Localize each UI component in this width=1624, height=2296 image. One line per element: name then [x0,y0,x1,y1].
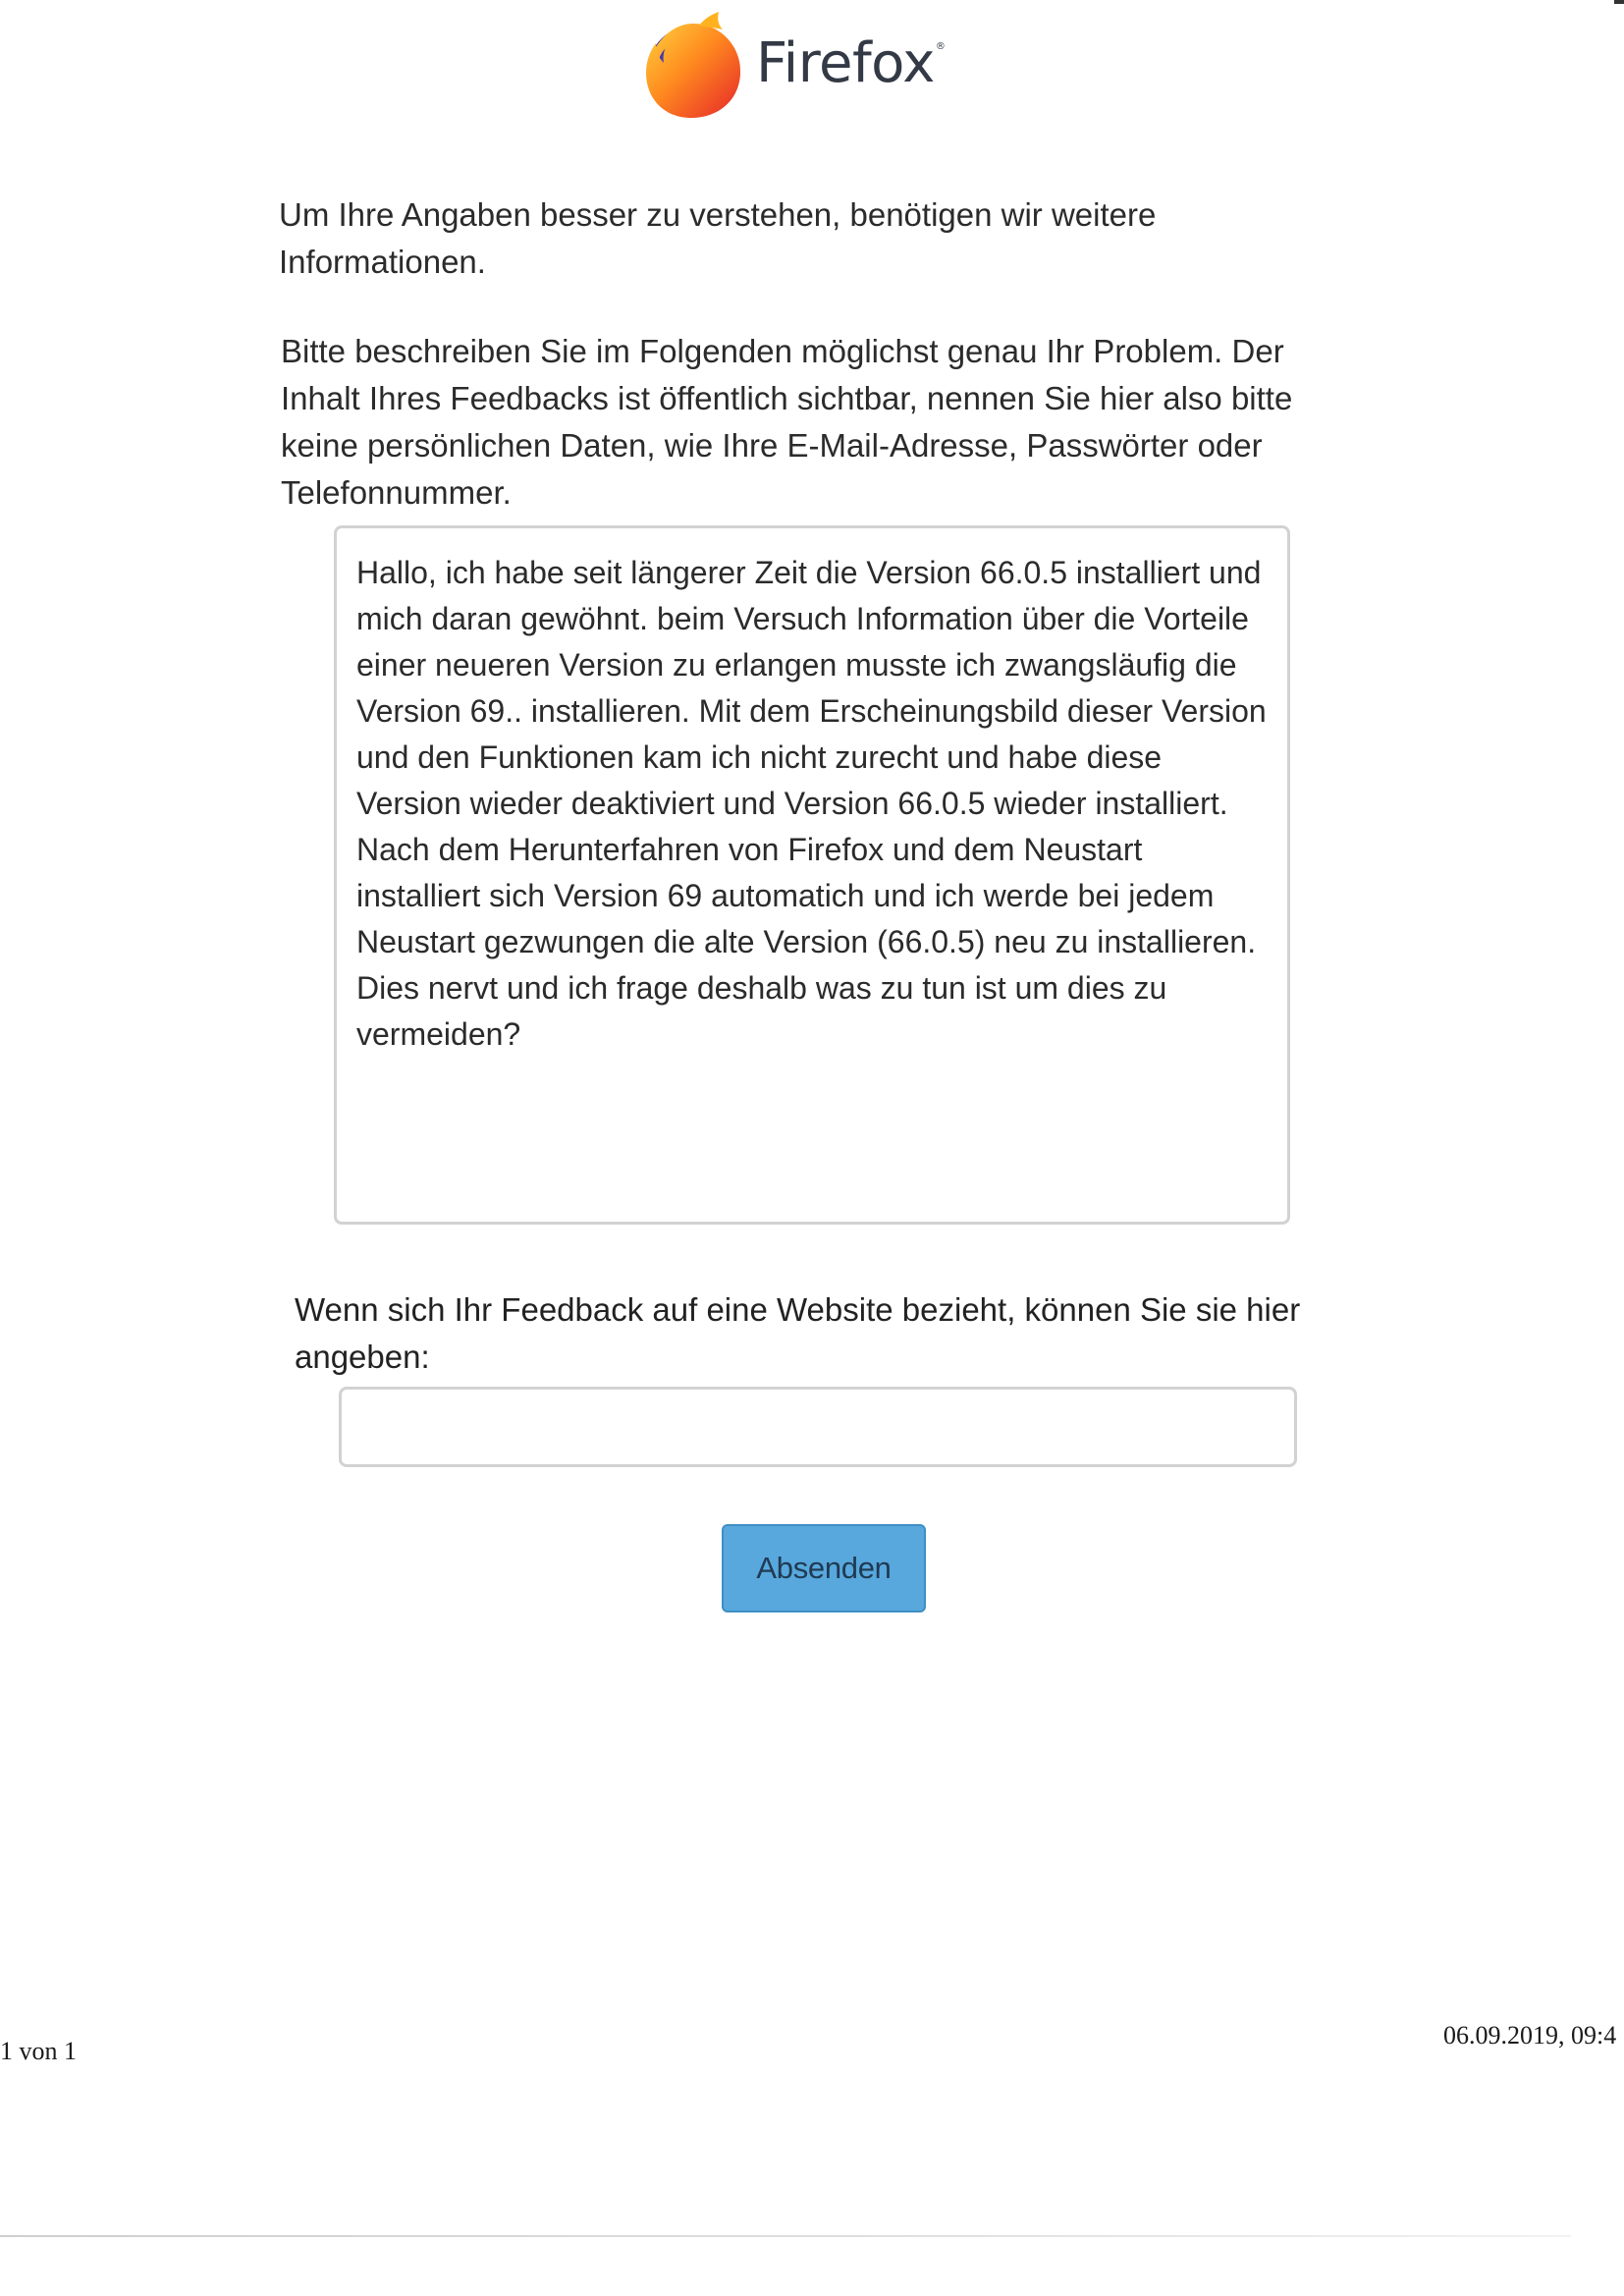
submit-button[interactable]: Absenden [722,1524,926,1613]
website-label: Wenn sich Ihr Feedback auf eine Website bezieht, können Sie sie hier angeben: [295,1291,1301,1375]
print-timestamp: 06.09.2019, 09:4 [1443,2021,1617,2050]
scan-divider [0,2235,1571,2237]
header [638,8,952,126]
intro-text: Um Ihre Angaben besser zu verstehen, benötigen wir weitere Informationen. [279,196,1157,280]
brand-name: Firefox® [756,30,946,95]
firefox-logo-icon [638,12,748,122]
privacy-notice: Bitte beschreiben Sie im Folgenden möglichst genau Ihr Problem. Der Inhalt Ihres Feedbacks ist öffentlich sichtbar, nennen Sie hier also bitte keine persönlichen Daten, wie Ihre E-Mail-Adresse, Passwörter oder Telefonnummer. [281,333,1293,511]
page-indicator: 1 von 1 [0,2037,77,2065]
scan-edge-mark [1614,0,1624,4]
website-input[interactable] [339,1387,1297,1467]
problem-description-textarea[interactable]: Hallo, ich habe seit längerer Zeit die Version 66.0.5 installiert und mich daran gewöhnt. beim Versuch Information über die Vorteile einer neueren Version zu erlangen musste ich zwangsläufig die Version 69.. installieren. Mit dem Erscheinungsbild dieser Version und den Funktionen kam ich nicht zurecht und habe diese Version wieder deaktiviert und Version 66.0.5 wieder installiert. Nach dem Herunterfahren von Firefox und dem Neustart installiert sich Version 69 automatich und ich werde bei jedem Neustart gezwungen die alte Version (66.0.5) neu zu installieren. Dies nervt und ich frage deshalb was zu tun ist um dies zu vermeiden? [334,525,1290,1225]
